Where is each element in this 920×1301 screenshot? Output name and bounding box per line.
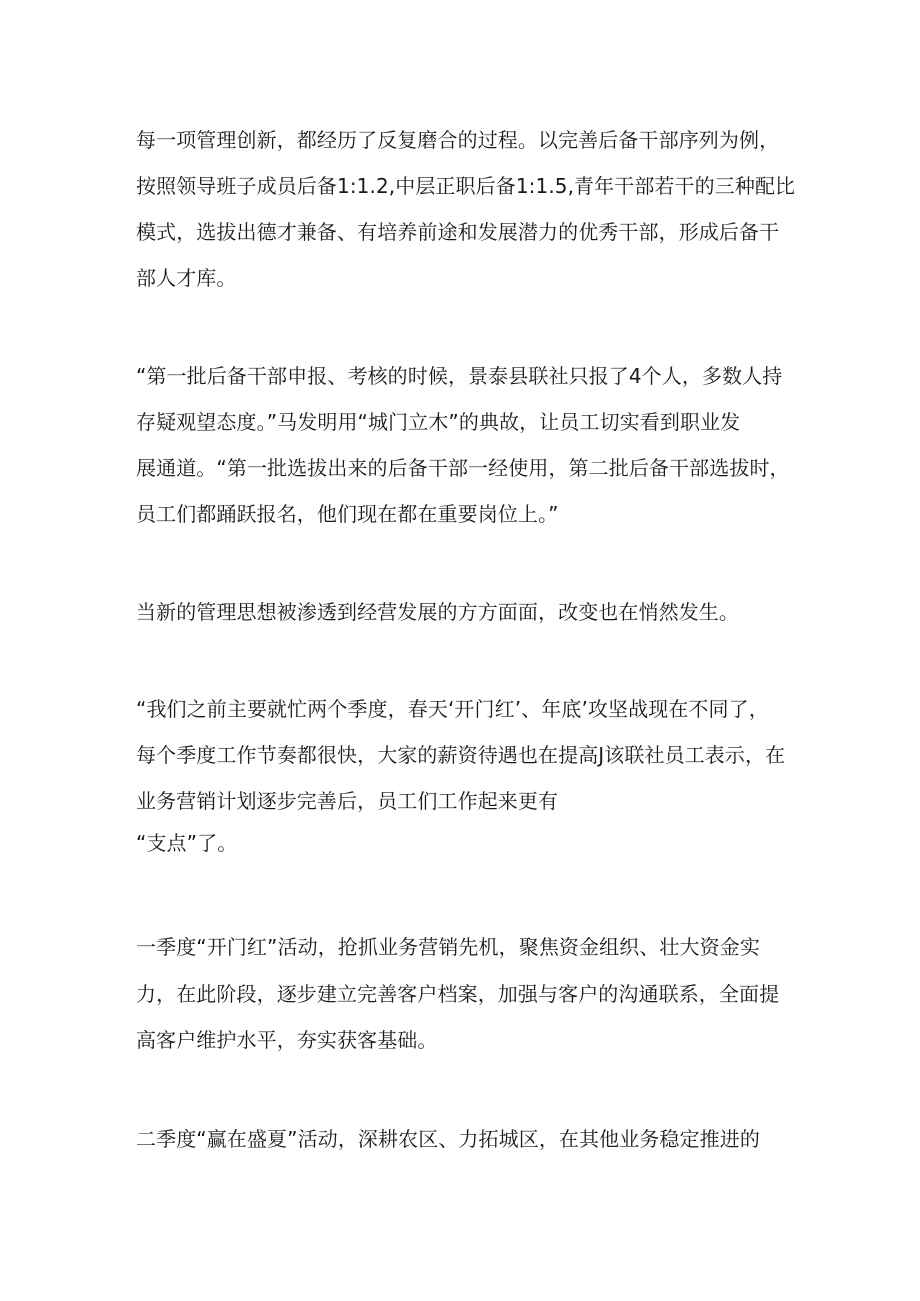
paragraph-5-line-3: 高客户维护水平，夯实获客基础。 bbox=[136, 1028, 438, 1052]
paragraph-2-line-4: 员工们都踊跃报名，他们现在都在重要岗位上。” bbox=[136, 502, 559, 526]
paragraph-6-line-1: 二季度“赢在盛夏”活动，深耕农区、力拓城区，在其他业务稳定推进的 bbox=[136, 1127, 760, 1151]
paragraph-2-line-3: 展通道。“第一批选拔出来的后备干部一经使用，第二批后备干部选拔时， bbox=[136, 456, 790, 480]
paragraph-4-line-1: “我们之前主要就忙两个季度，春天‘开门红’、年底’攻坚战现在不同了， bbox=[136, 697, 769, 721]
paragraph-2-line-1: “第一批后备干部申报、考核的时候，景泰县联社只报了4个人，多数人持 bbox=[136, 364, 783, 388]
paragraph-4-line-3: 业务营销计划逐步完善后，员工们工作起来更有 bbox=[136, 789, 559, 813]
paragraph-3-line-1: 当新的管理思想被渗透到经营发展的方方面面，改变也在悄然发生。 bbox=[136, 600, 739, 624]
paragraph-4-line-2: 每个季度工作节奏都很快，大家的薪资待遇也在提高J该联社员工表示，在 bbox=[136, 743, 786, 767]
paragraph-1-line-4: 部人才库。 bbox=[136, 266, 237, 290]
paragraph-4-line-4: “支点”了。 bbox=[136, 831, 238, 855]
paragraph-1-line-1: 每一项管理创新，都经历了反复磨合的过程。以完善后备干部序列为例， bbox=[136, 128, 780, 152]
paragraph-1-line-2: 按照领导班子成员后备1:1.2,中层正职后备1:1.5,青年干部若干的三种配比 bbox=[136, 174, 796, 198]
paragraph-5-line-1: 一季度“开门红”活动，抢抓业务营销先机，聚焦资金组织、壮大资金实 bbox=[136, 935, 760, 959]
paragraph-2-line-2: 存疑观望态度。”马发明用“城门立木”的典故，让员工切实看到职业发 bbox=[136, 410, 741, 434]
paragraph-1-line-3: 模式，选拔出德才兼备、有培养前途和发展潜力的优秀干部，形成后备干 bbox=[136, 220, 780, 244]
paragraph-5-line-2: 力，在此阶段，逐步建立完善客户档案，加强与客户的沟通联系，全面提 bbox=[136, 982, 780, 1006]
